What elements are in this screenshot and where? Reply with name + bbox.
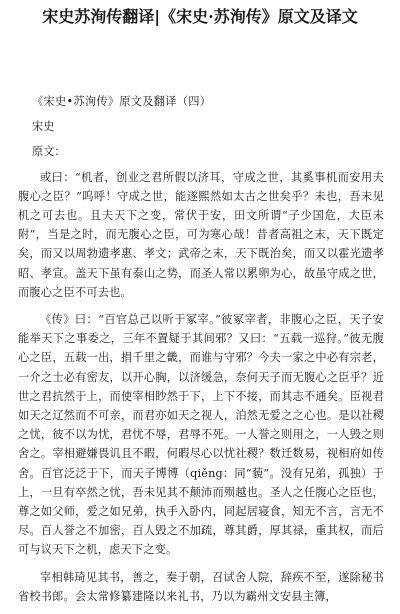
paragraph: 宰相韩琦见其书，善之，奏于朝，召试舍人院，辞疾不至，遂除秘书省校书郎。会太常修纂建隆以来礼书，乃以为霸州文安县主簿， bbox=[18, 570, 384, 603]
page-title: 宋史苏洵传翻译|《宋史·苏洵传》原文及译文 bbox=[42, 7, 358, 26]
paragraph: 《传》曰：“百官总己以听于冢宰。”彼冢宰者，非腹心之臣，天子安能举天下之事委之，三年不置疑于其间邪？又曰：“五载一巡狩。”彼无腹心之臣，五载一出，捐千里之畿，而谁与守邪？今夫一家之中必有宗老，一介之士必有密友，以开心胸，以济缓急，奈何天子而无腹心之臣乎？近世之君抗然于上，而使宰相眇然于下，上下不接，而其志不通矣。臣视君如天之辽然而不可亲，而君亦如天之视人，泊然无爱之之心也。是以社稷之忧，彼不以为忧，君忧不辱，君辱不死。一人誉之则用之，一人毁之则舍之。宰相避嫌畏讥且不暇，何暇尽心以忧社稷？数迁数易，视相府如传舍。百官泛泛于下，而天子博博（qiěng：同“藐”。没有兄弟，孤独）于上，一旦有卒然之忧，吾未见其不颠沛而殒越也。圣人之任腹心之臣也，尊之如父师，爱之如兄弟，执手入卧内，同起居寝食，知无不言，言无不尽。百人誉之不加密，百人毁之不加疏，尊其爵，厚其禄，重其权，而后可与议天下之机，虑天下之变。 bbox=[18, 313, 384, 557]
document-subtitle: 《宋史•苏洵传》原文及翻译（四） bbox=[32, 95, 212, 108]
document-body bbox=[18, 92, 384, 614]
paragraph: 或曰：“机者，创业之君所假以济耳，守成之世，其奚事机而安用夫腹心之臣？”呜呼！守成之世，能遂熙然如太古之世矣乎？未也，吾未见机之可去也。且夫天下之变，常伏于安，田文所谓“子少国危，大臣未附”，当是之时，而无腹心之臣，可为寒心哉！昔者高祖之末，天下既定矣，而又以周勃遗孝惠、孝文；武帝之末，天下既治矣，而又以霍光遗孝昭、孝宣。盖天下虽有泰山之势，而圣人常以累卵为心，故虽守成之世，而腹心之臣不可去也。 bbox=[18, 170, 384, 299]
source-label: 宋史 bbox=[32, 120, 55, 134]
original-text-label: 原文： bbox=[32, 145, 66, 159]
